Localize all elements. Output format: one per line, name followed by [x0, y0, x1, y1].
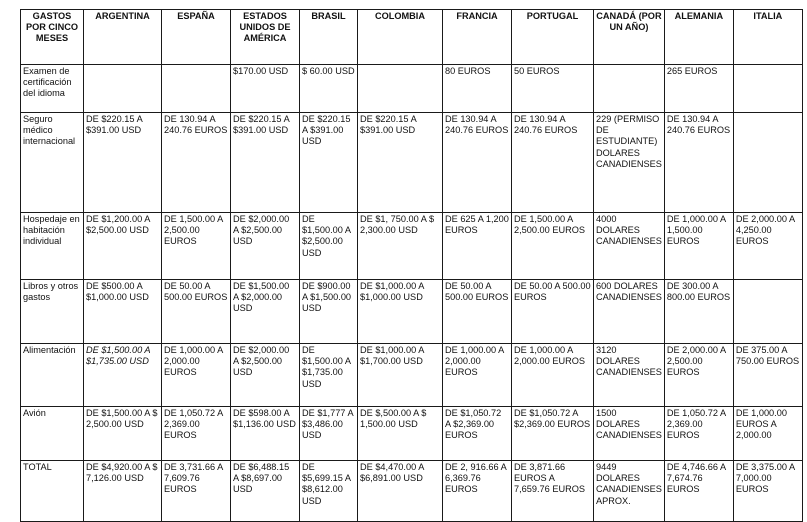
cell-francia: DE 625 A 1,200 EUROS — [443, 213, 512, 280]
cell-portugal: DE $1,050.72 A $2,369.00 EUROS — [512, 407, 594, 461]
cell-italia: DE 375.00 A 750.00 EUROS — [733, 344, 802, 407]
cell-brasil: $ 60.00 USD — [300, 65, 358, 113]
header-alemania: ALEMANIA — [664, 10, 733, 65]
cell-alemania: DE 300.00 A 800.00 EUROS — [664, 280, 733, 344]
cell-francia: 80 EUROS — [443, 65, 512, 113]
header-espana: ESPAÑA — [162, 10, 231, 65]
header-brasil: BRASIL — [300, 10, 358, 65]
cell-argentina: DE $1,500.00 A $1,735.00 USD — [84, 344, 162, 407]
cell-portugal: 50 EUROS — [512, 65, 594, 113]
cell-portugal: DE 50.00 A 500.00 EUROS — [512, 280, 594, 344]
cell-colombia: DE $4,470.00 A $6,891.00 USD — [358, 461, 443, 522]
cell-italia: DE 3,375.00 A 7,000.00 EUROS — [733, 461, 802, 522]
header-row — [21, 10, 803, 65]
cell-canada: 1500 DOLARES CANADIENSES — [594, 407, 665, 461]
cell-canada: 600 DOLARES CANADIENSES — [594, 280, 665, 344]
cell-italia: DE 2,000.00 A 4,250.00 EUROS — [733, 213, 802, 280]
cell-colombia — [358, 65, 443, 113]
cell-estados-unidos: DE $2,000.00 A $2,500.00 USD — [231, 344, 300, 407]
cell-francia: DE $1,050.72 A $2,369.00 EUROS — [443, 407, 512, 461]
header-italia: ITALIA — [733, 10, 802, 65]
cell-espana: DE 1,500.00 A 2,500.00 EUROS — [162, 213, 231, 280]
cell-argentina: DE $220.15 A $391.00 USD — [84, 113, 162, 213]
cell-brasil: DE $900.00 A $1,500.00 USD — [300, 280, 358, 344]
row-alimentacion — [21, 344, 803, 407]
row-label: Examen de certificación del idioma — [21, 65, 84, 113]
cell-brasil: DE $5,699.15 A $8,612.00 USD — [300, 461, 358, 522]
cell-estados-unidos: DE $2,000.00 A $2,500.00 USD — [231, 213, 300, 280]
cell-canada: 3120 DOLARES CANADIENSES — [594, 344, 665, 407]
cell-canada: 9449 DOLARES CANADIENSES APROX. — [594, 461, 665, 522]
cell-francia: DE 1,000.00 A 2,000.00 EUROS — [443, 344, 512, 407]
header-francia: FRANCIA — [443, 10, 512, 65]
expenses-table — [20, 9, 803, 522]
cell-portugal: DE 130.94 A 240.76 EUROS — [512, 113, 594, 213]
cell-colombia: DE $1,000.00 A $1,700.00 USD — [358, 344, 443, 407]
cell-espana: DE 3,731.66 A 7,609.76 EUROS — [162, 461, 231, 522]
cell-colombia: DE $1,000.00 A $1,000.00 USD — [358, 280, 443, 344]
header-estados-unidos: ESTADOS UNIDOS DE AMÉRICA — [231, 10, 300, 65]
cell-espana: DE 50.00 A 500.00 EUROS — [162, 280, 231, 344]
cell-italia: DE 1,000.00 EUROS A 2,000.00 — [733, 407, 802, 461]
cell-italia — [733, 113, 802, 213]
row-avion — [21, 407, 803, 461]
cell-argentina: DE $1,500.00 A $ 2,500.00 USD — [84, 407, 162, 461]
cell-estados-unidos: $170.00 USD — [231, 65, 300, 113]
row-hospedaje — [21, 213, 803, 280]
cell-argentina — [84, 65, 162, 113]
cell-alemania: 265 EUROS — [664, 65, 733, 113]
cell-argentina: DE $1,200.00 A $2,500.00 USD — [84, 213, 162, 280]
row-examen — [21, 65, 803, 113]
row-label: Avión — [21, 407, 84, 461]
cell-espana: DE 1,000.00 A 2,000.00 EUROS — [162, 344, 231, 407]
cell-alemania: DE 1,000.00 A 1,500.00 EUROS — [664, 213, 733, 280]
row-label: Seguro médico internacional — [21, 113, 84, 213]
cell-estados-unidos: DE $1,500.00 A $2,000.00 USD — [231, 280, 300, 344]
cell-estados-unidos: DE $598.00 A $1,136.00 USD — [231, 407, 300, 461]
cell-italia — [733, 280, 802, 344]
cell-canada: 229 (PERMISO DE ESTUDIANTE) DOLARES CANADIENSES — [594, 113, 665, 213]
row-total — [21, 461, 803, 522]
header-colombia: COLOMBIA — [358, 10, 443, 65]
cell-francia: DE 2, 916.66 A 6,369.76 EUROS — [443, 461, 512, 522]
cell-argentina: DE $4,920.00 A $ 7,126.00 USD — [84, 461, 162, 522]
cell-portugal: DE 1,000.00 A 2,000.00 EUROS — [512, 344, 594, 407]
cell-alemania: DE 1,050.72 A 2,369.00 EUROS — [664, 407, 733, 461]
cell-brasil: DE $1,500.00 A $1,735.00 USD — [300, 344, 358, 407]
cell-colombia: DE $220.15 A $391.00 USD — [358, 113, 443, 213]
row-label: Alimentación — [21, 344, 84, 407]
cell-francia: DE 50.00 A 500.00 EUROS — [443, 280, 512, 344]
cell-espana: DE 1,050.72 A 2,369.00 EUROS — [162, 407, 231, 461]
cell-brasil: DE $1,500.00 A $2,500.00 USD — [300, 213, 358, 280]
header-gastos: GASTOS POR CINCO MESES — [21, 10, 84, 65]
cell-alemania: DE 4,746.66 A 7,674.76 EUROS — [664, 461, 733, 522]
cell-alemania: DE 2,000.00 A 2,500.00 EUROS — [664, 344, 733, 407]
header-argentina: ARGENTINA — [84, 10, 162, 65]
cell-colombia: DE $1, 750.00 A $ 2,300.00 USD — [358, 213, 443, 280]
header-portugal: PORTUGAL — [512, 10, 594, 65]
header-canada: CANADÁ (POR UN AÑO) — [594, 10, 665, 65]
row-label: TOTAL — [21, 461, 84, 522]
cell-italia — [733, 65, 802, 113]
cell-estados-unidos: DE $6,488.15 A $8,697.00 USD — [231, 461, 300, 522]
row-seguro-medico — [21, 113, 803, 213]
cell-canada: 4000 DOLARES CANADIENSES — [594, 213, 665, 280]
row-libros — [21, 280, 803, 344]
row-label: Hospedaje en habitación individual — [21, 213, 84, 280]
cell-brasil: DE $220.15 A $391.00 USD — [300, 113, 358, 213]
cell-argentina: DE $500.00 A $1,000.00 USD — [84, 280, 162, 344]
row-label: Libros y otros gastos — [21, 280, 84, 344]
cell-estados-unidos: DE $220.15 A $391.00 USD — [231, 113, 300, 213]
cell-portugal: DE 1,500.00 A 2,500.00 EUROS — [512, 213, 594, 280]
cell-portugal: DE 3,871.66 EUROS A 7,659.76 EUROS — [512, 461, 594, 522]
cell-canada — [594, 65, 665, 113]
cell-brasil: DE $1,777 A $3,486.00 USD — [300, 407, 358, 461]
cell-espana: DE 130.94 A 240.76 EUROS — [162, 113, 231, 213]
cell-colombia: DE $,500.00 A $ 1,500.00 USD — [358, 407, 443, 461]
cell-espana — [162, 65, 231, 113]
cell-alemania: DE 130.94 A 240.76 EUROS — [664, 113, 733, 213]
cell-francia: DE 130.94 A 240.76 EUROS — [443, 113, 512, 213]
